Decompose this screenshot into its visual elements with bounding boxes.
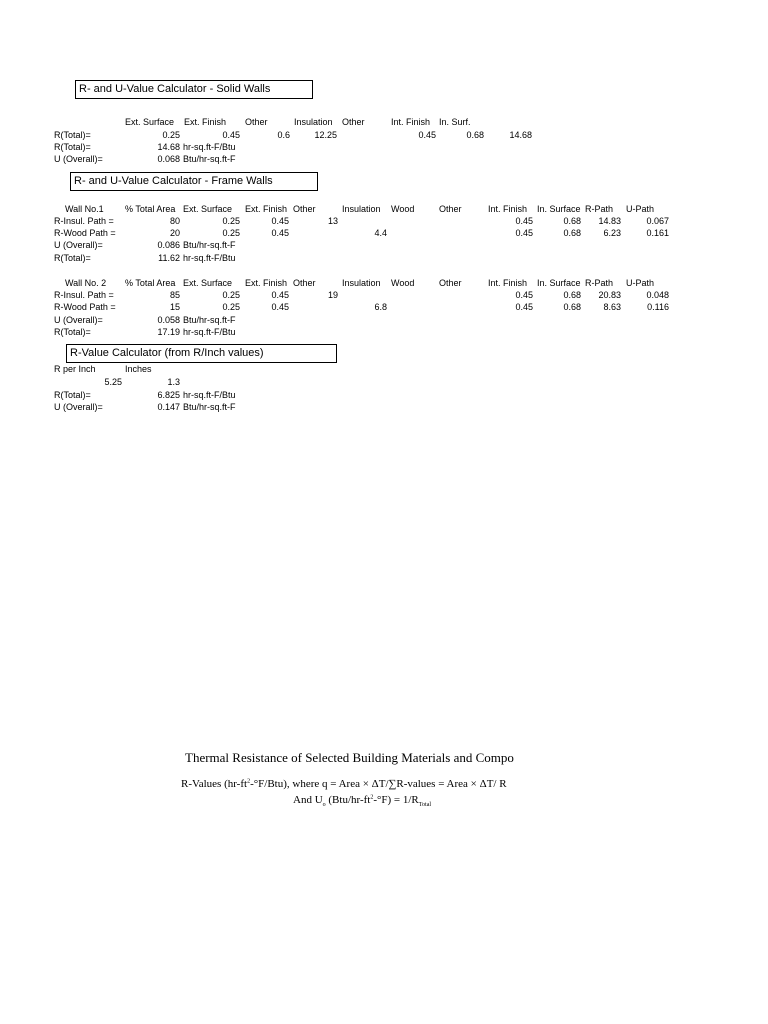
value-cell: 15 — [169, 302, 180, 312]
header-total-area: % Total Area — [125, 204, 176, 214]
value-cell: 5.25 — [104, 377, 122, 387]
header-wood: Wood — [391, 278, 415, 288]
wall1-label: Wall No.1 — [65, 204, 104, 214]
value-cell: 20 — [169, 228, 180, 238]
unit-label: hr-sq.ft-F/Btu — [183, 142, 236, 152]
value-cell: 12.25 — [314, 130, 337, 140]
r-values-equation — [181, 778, 507, 790]
header-u-path: U-Path — [626, 204, 655, 214]
value-cell: 0.25 — [222, 302, 240, 312]
row-label: R-Wood Path = — [54, 228, 116, 238]
equation-part: -°F) = 1/R — [373, 794, 419, 806]
equation-part: -°F/Btu), where q = Area × ΔT/∑R-values = Area × ΔT/ R — [250, 778, 507, 790]
row-label: U (Overall)= — [54, 154, 103, 164]
value-cell: 6.23 — [603, 228, 621, 238]
value-cell: 4.4 — [374, 228, 387, 238]
value-cell: 19 — [327, 290, 338, 300]
value-cell: 0.25 — [222, 228, 240, 238]
unit-label: Btu/hr-sq.ft-F — [183, 240, 236, 250]
value-cell: 0.067 — [646, 216, 669, 226]
header-int-finish: Int. Finish — [391, 117, 431, 127]
header-total-area: % Total Area — [125, 278, 176, 288]
wall2-label: Wall No. 2 — [65, 278, 107, 288]
header-int-finish: Int. Finish — [488, 204, 528, 214]
unit-label: Btu/hr-sq.ft-F — [183, 315, 236, 325]
materials-title: Thermal Resistance of Selected Building Materials and Compo — [185, 750, 514, 765]
value-cell: 80 — [169, 216, 180, 226]
equation-sub: o — [322, 802, 326, 809]
header-ext-finish: Ext. Finish — [245, 278, 288, 288]
equation-sup: 2 — [370, 794, 374, 801]
r-per-inch-title: R-Value Calculator (from R/Inch values) — [66, 344, 337, 363]
value-cell: 14.83 — [598, 216, 621, 226]
value-cell: 0.45 — [222, 130, 240, 140]
row-label: R(Total)= — [54, 327, 91, 337]
u-value-equation — [293, 794, 432, 809]
value-cell: 0.68 — [563, 302, 581, 312]
value-cell: 0.68 — [563, 216, 581, 226]
header-ext-finish: Ext. Finish — [245, 204, 288, 214]
unit-label: Btu/hr-sq.ft-F — [183, 402, 236, 412]
value-cell: 11.62 — [158, 253, 180, 263]
value-cell: 0.048 — [646, 290, 669, 300]
value-cell: 0.086 — [157, 240, 180, 250]
value-cell: 6.8 — [374, 302, 387, 312]
value-cell: 0.147 — [157, 402, 180, 412]
row-label: R-Insul. Path = — [54, 290, 114, 300]
header-inches: Inches — [125, 364, 152, 374]
header-other: Other — [342, 117, 365, 127]
value-cell: 0.45 — [271, 290, 289, 300]
value-cell: 14.68 — [157, 142, 180, 152]
value-cell: 0.45 — [515, 302, 533, 312]
value-cell: 0.45 — [271, 302, 289, 312]
header-insulation: Insulation — [294, 117, 333, 127]
header-in-surface: In. Surface — [537, 204, 581, 214]
header-other: Other — [245, 117, 268, 127]
equation-sub: Total — [418, 802, 432, 809]
value-cell: 85 — [169, 290, 180, 300]
equation-part: (Btu/hr-ft — [325, 794, 371, 806]
equation-part: And U — [293, 794, 323, 806]
unit-label: hr-sq.ft-F/Btu — [183, 390, 236, 400]
row-label: R(Total)= — [54, 130, 91, 140]
unit-label: Btu/hr-sq.ft-F — [183, 154, 236, 164]
value-cell: 6.825 — [157, 390, 180, 400]
header-ext-surface: Ext. Surface — [183, 204, 233, 214]
unit-label: hr-sq.ft-F/Btu — [183, 327, 236, 337]
value-cell: 0.116 — [647, 302, 669, 312]
value-cell: 17.19 — [157, 327, 180, 337]
equation-part: R-Values (hr-ft — [181, 778, 248, 790]
value-cell: 0.058 — [157, 315, 180, 325]
header-other: Other — [439, 278, 462, 288]
header-wood: Wood — [391, 204, 415, 214]
header-other: Other — [439, 204, 462, 214]
frame-walls-title: R- and U-Value Calculator - Frame Walls — [70, 172, 318, 191]
header-r-per-inch: R per Inch — [54, 364, 96, 374]
value-cell: 13 — [327, 216, 338, 226]
row-label: R(Total)= — [54, 142, 91, 152]
row-label: U (Overall)= — [54, 402, 103, 412]
header-insulation: Insulation — [342, 204, 381, 214]
value-cell: 0.45 — [515, 290, 533, 300]
value-cell: 1.3 — [167, 377, 180, 387]
header-other: Other — [293, 278, 316, 288]
value-cell: 0.68 — [563, 290, 581, 300]
row-label: U (Overall)= — [54, 315, 103, 325]
row-label: U (Overall)= — [54, 240, 103, 250]
value-cell: 0.25 — [222, 290, 240, 300]
header-ext-surface: Ext. Surface — [125, 117, 175, 127]
value-cell: 0.161 — [646, 228, 669, 238]
header-r-path: R-Path — [585, 278, 614, 288]
value-cell: 0.45 — [418, 130, 436, 140]
header-insulation: Insulation — [342, 278, 381, 288]
value-cell: 0.25 — [222, 216, 240, 226]
value-cell: 0.45 — [515, 216, 533, 226]
header-in-surface: In. Surface — [537, 278, 581, 288]
row-label: R(Total)= — [54, 253, 91, 263]
header-in-surf: In. Surf. — [439, 117, 471, 127]
header-r-path: R-Path — [585, 204, 614, 214]
header-ext-finish: Ext. Finish — [184, 117, 227, 127]
value-cell: 14.68 — [509, 130, 532, 140]
value-cell: 0.45 — [271, 216, 289, 226]
value-cell: 0.45 — [515, 228, 533, 238]
header-int-finish: Int. Finish — [488, 278, 528, 288]
value-cell: 0.68 — [466, 130, 484, 140]
header-u-path: U-Path — [626, 278, 655, 288]
row-label: R-Insul. Path = — [54, 216, 114, 226]
value-cell: 0.68 — [563, 228, 581, 238]
header-ext-surface: Ext. Surface — [183, 278, 233, 288]
unit-label: hr-sq.ft-F/Btu — [183, 253, 236, 263]
row-label: R(Total)= — [54, 390, 91, 400]
value-cell: 20.83 — [598, 290, 621, 300]
value-cell: 0.25 — [162, 130, 180, 140]
value-cell: 0.068 — [157, 154, 180, 164]
value-cell: 8.63 — [603, 302, 621, 312]
solid-walls-title: R- and U-Value Calculator - Solid Walls — [75, 80, 313, 99]
value-cell: 0.45 — [271, 228, 289, 238]
value-cell: 0.6 — [277, 130, 290, 140]
row-label: R-Wood Path = — [54, 302, 116, 312]
equation-sup: 2 — [247, 778, 251, 785]
header-other: Other — [293, 204, 316, 214]
